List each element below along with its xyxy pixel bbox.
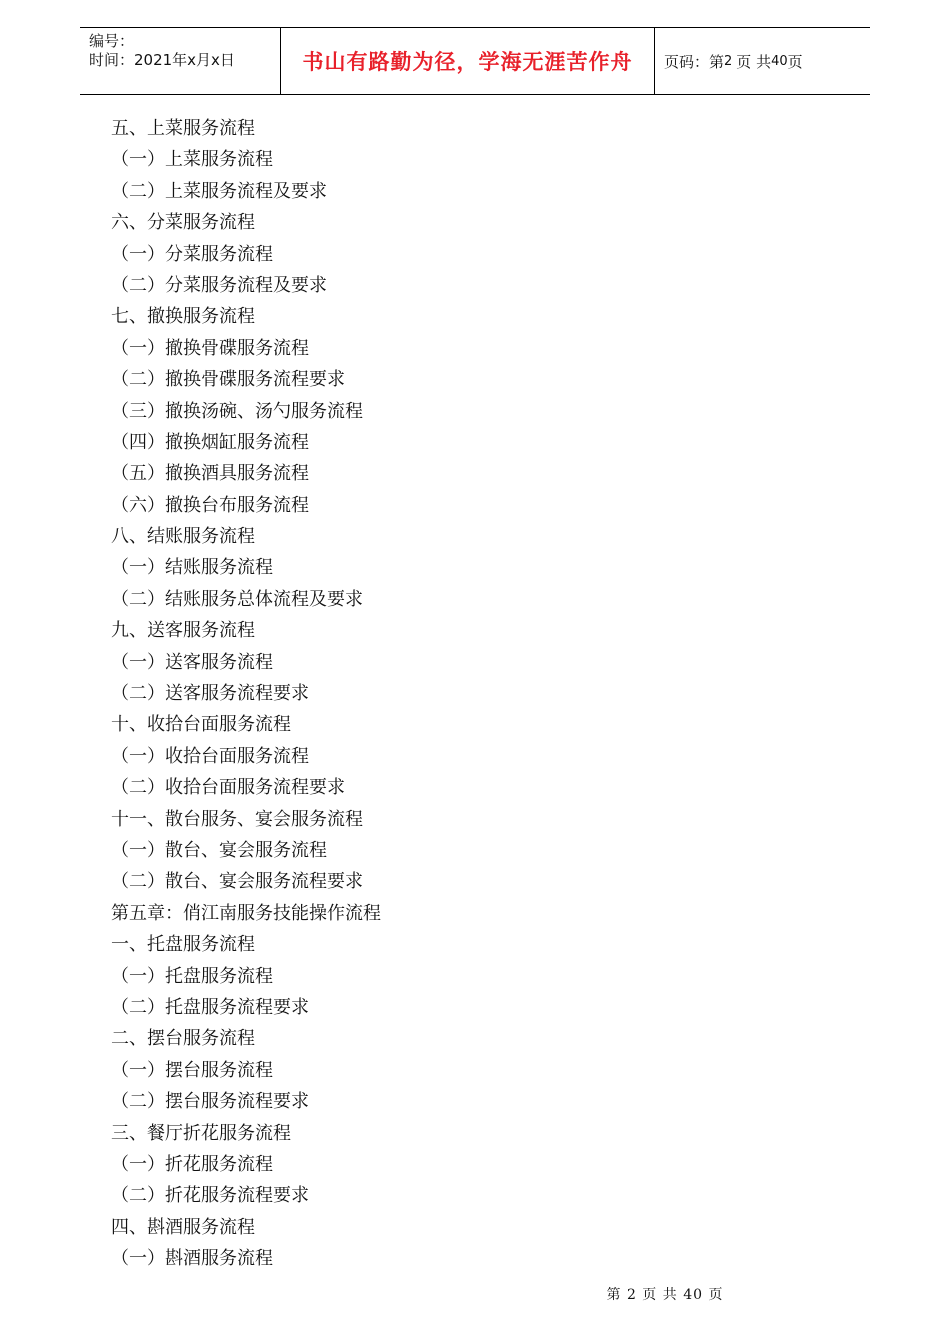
page-header — [80, 27, 870, 95]
toc-section-item: 七、撤换服务流程 — [111, 306, 255, 328]
toc-subsection-item: （六）撤换台布服务流程 — [111, 494, 309, 516]
toc-subsection-item: （一）散台、宴会服务流程 — [111, 839, 327, 861]
toc-section-item: 十一、散台服务、宴会服务流程 — [111, 808, 363, 830]
toc-subsection-item: （一）上菜服务流程 — [111, 149, 273, 171]
toc-subsection-item: （二）收拾台面服务流程要求 — [111, 777, 345, 799]
page-mid: 页 共 — [736, 52, 772, 71]
toc-subsection-item: （四）撤换烟缸服务流程 — [111, 431, 309, 453]
toc-subsection-item: （二）散台、宴会服务流程要求 — [111, 871, 363, 893]
toc-subsection-item: （一）收拾台面服务流程 — [111, 745, 309, 767]
toc-subsection-item: （二）折花服务流程要求 — [111, 1185, 309, 1207]
toc-subsection-item: （二）送客服务流程要求 — [111, 683, 309, 705]
header-page-info — [655, 28, 870, 94]
page-footer — [0, 1284, 950, 1304]
toc-subsection-item: （一）送客服务流程 — [111, 651, 273, 673]
table-of-contents — [0, 113, 950, 1274]
toc-section-item: 三、餐厅折花服务流程 — [111, 1122, 291, 1144]
toc-subsection-item: （一）斟酒服务流程 — [111, 1248, 273, 1270]
toc-subsection-item: （一）撤换骨碟服务流程 — [111, 337, 309, 359]
number-label: 编号： — [89, 32, 135, 50]
page-number: 2 — [724, 53, 733, 69]
toc-subsection-item: （二）托盘服务流程要求 — [111, 996, 309, 1018]
toc-subsection-item: （一）托盘服务流程 — [111, 965, 273, 987]
toc-section-item: 五、上菜服务流程 — [111, 118, 255, 139]
toc-subsection-item: （五）撤换酒具服务流程 — [111, 463, 309, 485]
footer-page-text: 第 2 页 共 40 页 — [606, 1287, 724, 1303]
toc-section-item: 六、分菜服务流程 — [111, 212, 255, 234]
toc-subsection-item: （二）撤换骨碟服务流程要求 — [111, 369, 345, 391]
page-total: 40 — [771, 53, 788, 69]
toc-subsection-item: （一）结账服务流程 — [111, 557, 273, 579]
toc-subsection-item: （一）折花服务流程 — [111, 1153, 273, 1175]
toc-subsection-item: （一）摆台服务流程 — [111, 1059, 273, 1081]
time-label: 时间：2021年x月x日 — [89, 51, 235, 69]
toc-section-item: 第五章：俏江南服务技能操作流程 — [111, 902, 381, 924]
toc-section-item: 一、托盘服务流程 — [111, 934, 255, 956]
page-suffix: 页 — [787, 52, 803, 71]
toc-subsection-item: （一）分菜服务流程 — [111, 243, 273, 265]
toc-section-item: 二、摆台服务流程 — [111, 1028, 255, 1050]
page-prefix: 页码：第 — [664, 52, 725, 71]
toc-subsection-item: （二）分菜服务流程及要求 — [111, 274, 327, 296]
toc-subsection-item: （二）摆台服务流程要求 — [111, 1091, 309, 1113]
toc-section-item: 九、送客服务流程 — [111, 620, 255, 642]
toc-subsection-item: （二）上菜服务流程及要求 — [111, 180, 327, 202]
header-motto: 书山有路勤为径，学海无涯苦作舟 — [281, 28, 655, 94]
toc-subsection-item: （二）结账服务总体流程及要求 — [111, 588, 363, 610]
toc-section-item: 十、收拾台面服务流程 — [111, 714, 291, 736]
header-meta — [80, 28, 281, 94]
toc-section-item: 八、结账服务流程 — [111, 526, 255, 548]
toc-subsection-item: （三）撤换汤碗、汤勺服务流程 — [111, 400, 363, 422]
toc-section-item: 四、斟酒服务流程 — [111, 1216, 255, 1238]
